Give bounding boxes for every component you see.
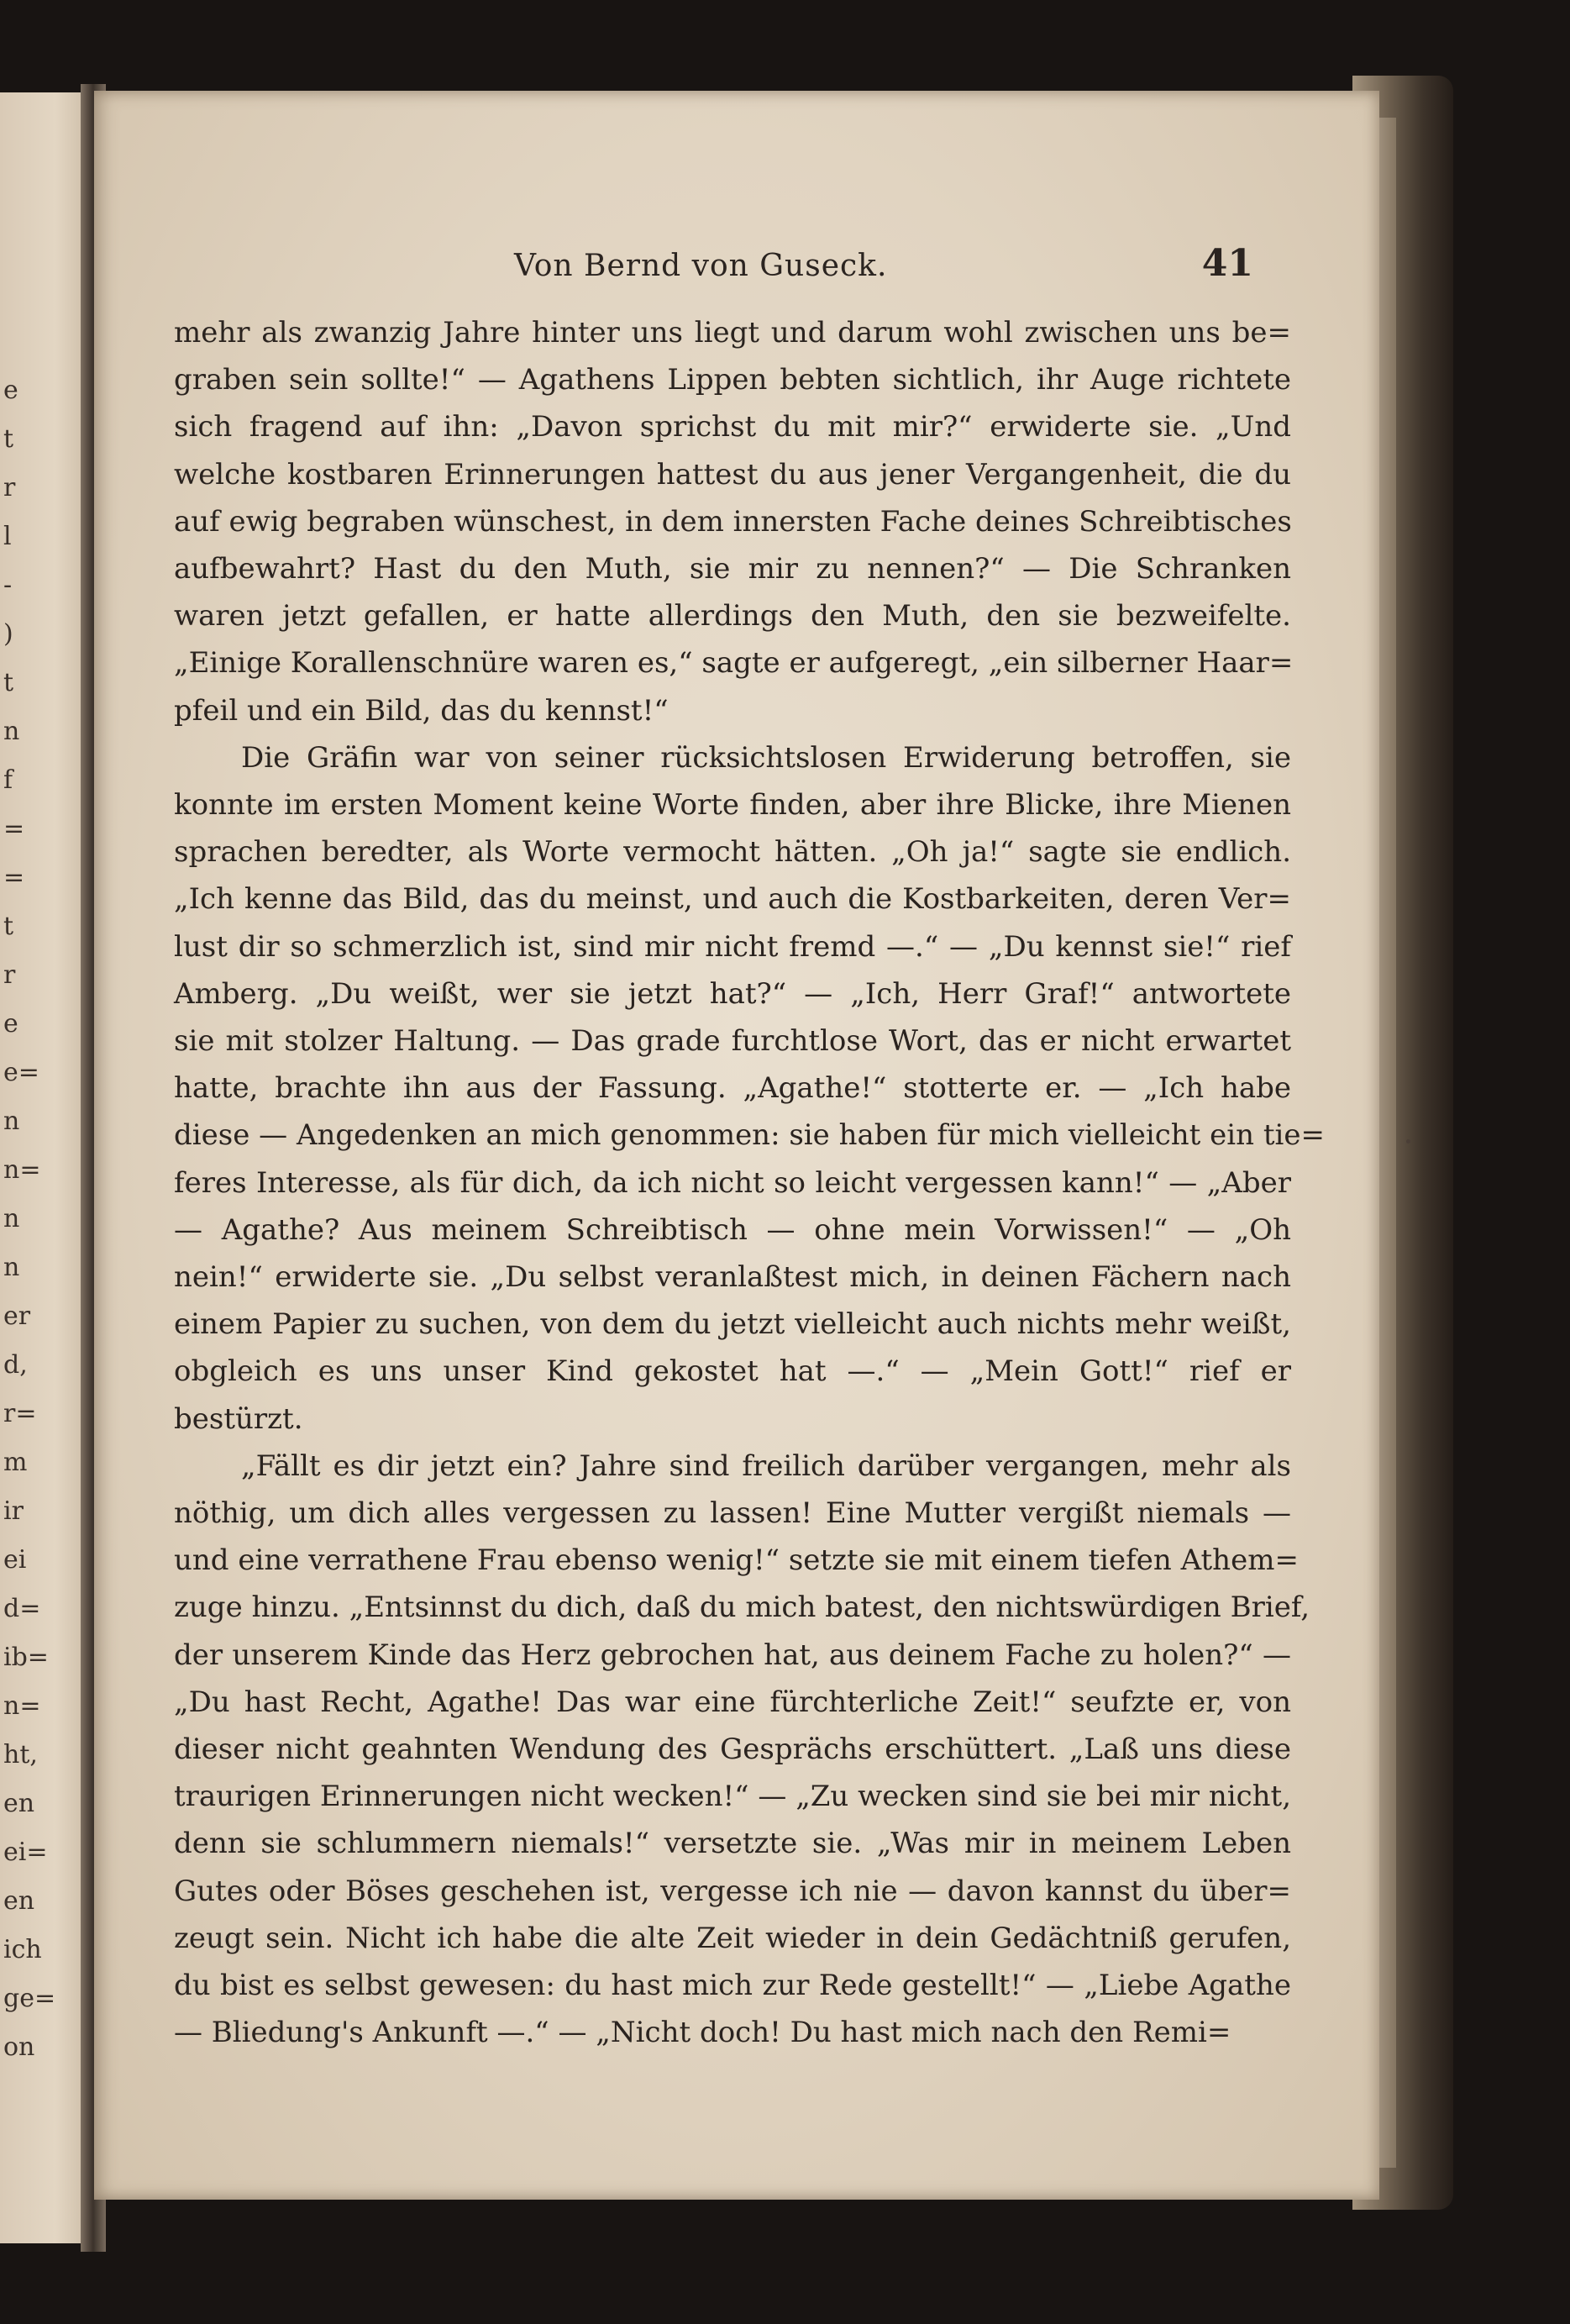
- margin-fragment: ich: [3, 1935, 42, 1964]
- margin-fragment: t: [3, 424, 14, 454]
- text-line: du bist es selbst gewesen: du hast mich zur Rede gestellt!“ — „Liebe Agathe: [174, 1969, 1291, 2002]
- margin-fragment: n: [3, 1253, 20, 1282]
- margin-fragment: ei: [3, 1545, 27, 1575]
- text-line: zuge hinzu. „Entsinnst du dich, daß du mich batest, den nichtswürdigen Brief,: [174, 1591, 1310, 1624]
- text-line: denn sie schlummern niemals!“ versetzte sie. „Was mir in meinem Leben: [174, 1827, 1291, 1860]
- margin-fragment: m: [3, 1448, 28, 1477]
- text-line: „Fällt es dir jetzt ein? Jahre sind freilich darüber vergangen, mehr als: [241, 1449, 1291, 1483]
- text-line: sprachen beredter, als Worte vermocht hätten. „Oh ja!“ sagte sie endlich.: [174, 835, 1291, 869]
- text-line: Amberg. „Du weißt, wer sie jetzt hat?“ — „Ich, Herr Graf!“ antwortete: [174, 977, 1291, 1011]
- text-line: konnte im ersten Moment keine Worte finden, aber ihre Blicke, ihre Mienen: [174, 788, 1291, 822]
- margin-fragment: ir: [3, 1496, 24, 1526]
- text-line: „Ich kenne das Bild, das du meinst, und auch die Kostbarkeiten, deren Ver=: [174, 882, 1291, 916]
- margin-fragment: r: [3, 473, 16, 502]
- margin-fragment: d=: [3, 1594, 41, 1623]
- text-line: Die Gräfin war von seiner rücksichtslosen Erwiderung betroffen, sie: [241, 741, 1291, 775]
- text-line: waren jetzt gefallen, er hatte allerdings den Muth, den sie bezweifelte.: [174, 599, 1291, 633]
- margin-fragment: n=: [3, 1691, 41, 1721]
- text-line: graben sein sollte!“ — Agathens Lippen bebten sichtlich, ihr Auge richtete: [174, 363, 1291, 397]
- text-line: pfeil und ein Bild, das du kennst!“: [174, 694, 669, 728]
- text-line: hatte, brachte ihn aus der Fassung. „Agathe!“ stotterte er. — „Ich habe: [174, 1071, 1291, 1105]
- margin-fragment: ib=: [3, 1643, 49, 1672]
- text-line: „Du hast Recht, Agathe! Das war eine fürchterliche Zeit!“ seufzte er, von: [174, 1685, 1291, 1719]
- text-line: aufbewahrt? Hast du den Muth, sie mir zu nennen?“ — Die Schranken: [174, 552, 1291, 586]
- margin-fragment: e: [3, 376, 18, 405]
- margin-fragment: ei=: [3, 1838, 48, 1867]
- margin-fragment: ge=: [3, 1984, 56, 2013]
- paper-speck: [1406, 1139, 1410, 1144]
- text-line: nein!“ erwiderte sie. „Du selbst veranlaßtest mich, in deinen Fächern nach: [174, 1260, 1291, 1294]
- text-line: — Bliedung's Ankunft —.“ — „Nicht doch! Du hast mich nach den Remi=: [174, 2016, 1231, 2049]
- margin-fragment: n: [3, 1204, 20, 1233]
- left-facing-page: [0, 92, 92, 2243]
- margin-fragment: er: [3, 1301, 31, 1331]
- text-line: feres Interesse, als für dich, da ich nicht so leicht vergessen kann!“ — „Aber: [174, 1166, 1291, 1200]
- margin-fragment: =: [3, 814, 25, 844]
- text-line: diese — Angedenken an mich genommen: sie haben für mich vielleicht ein tie=: [174, 1118, 1325, 1152]
- text-line: welche kostbaren Erinnerungen hattest du aus jener Vergangenheit, die du: [174, 458, 1291, 492]
- text-line: nöthig, um dich alles vergessen zu lassen! Eine Mutter vergißt niemals —: [174, 1496, 1291, 1530]
- text-line: obgleich es uns unser Kind gekostet hat —.“ — „Mein Gott!“ rief er: [174, 1354, 1291, 1388]
- running-head: [514, 242, 1253, 301]
- text-line: „Einige Korallenschnüre waren es,“ sagte er aufgeregt, „ein silberner Haar=: [174, 646, 1294, 680]
- margin-fragment: l: [3, 522, 12, 551]
- text-line: zeugt sein. Nicht ich habe die alte Zeit wieder in dein Gedächtniß gerufen,: [174, 1922, 1291, 1955]
- margin-fragment: e: [3, 1009, 18, 1038]
- margin-fragment: f: [3, 765, 13, 795]
- text-line: und eine verrathene Frau ebenso wenig!“ setzte sie mit einem tiefen Athem=: [174, 1543, 1299, 1577]
- text-line: einem Papier zu suchen, von dem du jetzt vielleicht auch nichts mehr weißt,: [174, 1307, 1291, 1341]
- text-line: mehr als zwanzig Jahre hinter uns liegt und darum wohl zwischen uns be=: [174, 316, 1291, 350]
- text-line: — Agathe? Aus meinem Schreibtisch — ohne mein Vorwissen!“ — „Oh: [174, 1213, 1291, 1247]
- text-line: auf ewig begraben wünschest, in dem innersten Fache deines Schreibtisches: [174, 505, 1292, 539]
- running-title: Von Bernd von Guseck.: [514, 249, 888, 283]
- margin-fragment: en: [3, 1886, 35, 1916]
- text-line: dieser nicht geahnten Wendung des Gesprächs erschüttert. „Laß uns diese: [174, 1732, 1291, 1766]
- margin-fragment: =: [3, 863, 25, 892]
- margin-fragment: t: [3, 912, 14, 941]
- margin-fragment: n: [3, 1107, 20, 1136]
- margin-fragment: -: [3, 570, 13, 600]
- text-line: Gutes oder Böses geschehen ist, vergesse ich nie — davon kannst du über=: [174, 1874, 1291, 1908]
- text-line: bestürzt.: [174, 1402, 303, 1436]
- margin-fragment: en: [3, 1789, 35, 1818]
- margin-fragment: n: [3, 717, 20, 746]
- margin-fragment: e=: [3, 1058, 39, 1087]
- margin-fragment: ): [3, 619, 13, 649]
- text-line: traurigen Erinnerungen nicht wecken!“ — „Zu wecken sind sie bei mir nicht,: [174, 1780, 1291, 1813]
- margin-fragment: r=: [3, 1399, 37, 1428]
- margin-fragment: on: [3, 2032, 35, 2062]
- margin-fragment: d,: [3, 1350, 28, 1380]
- page-number: 41: [1201, 242, 1253, 285]
- text-line: sie mit stolzer Haltung. — Das grade furchtlose Wort, das er nicht erwartet: [174, 1024, 1291, 1058]
- margin-fragment: ht,: [3, 1740, 38, 1769]
- text-line: der unserem Kinde das Herz gebrochen hat, aus deinem Fache zu holen?“ —: [174, 1638, 1291, 1672]
- page-stack-edge: [1378, 118, 1396, 2168]
- book-page: [94, 91, 1379, 2200]
- margin-fragment: n=: [3, 1155, 41, 1185]
- text-line: sich fragend auf ihn: „Davon sprichst du mit mir?“ erwiderte sie. „Und: [174, 410, 1291, 444]
- margin-fragment: r: [3, 960, 16, 990]
- margin-fragment: t: [3, 668, 14, 697]
- text-line: lust dir so schmerzlich ist, sind mir nicht fremd —.“ — „Du kennst sie!“ rief: [174, 930, 1291, 964]
